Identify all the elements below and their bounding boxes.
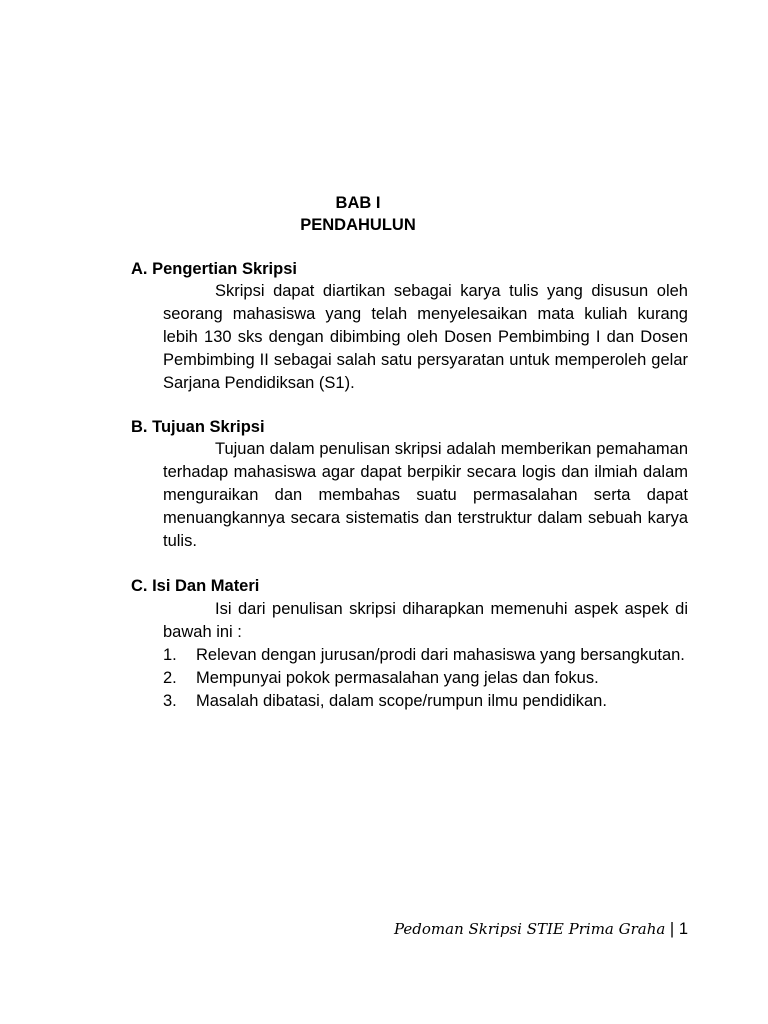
list-item [163, 690, 688, 713]
section-body-a: Skripsi dapat diartikan sebagai karya tulis yang disusun oleh seorang mahasiswa yang telah menyelesaikan mata kuliah kurang lebih 130 sks dengan dibimbing oleh Dosen Pembimbing I dan Dosen Pembimbing II sebagai salah satu persyaratan untuk memperoleh gelar Sarjana Pendidiksan (S1). [163, 282, 688, 392]
section-body-b: Tujuan dalam penulisan skripsi adalah memberikan pemahaman terhadap mahasiswa agar dapat berpikir secara logis dan ilmiah dalam menguraikan dan membahas suatu permasalahan serta dapat menuangkannya secara sistematis dan terstruktur dalam sebuah karya tulis. [163, 440, 688, 550]
chapter-label: BAB I [335, 194, 381, 212]
footer-text: Pedoman Skripsi STIE Prima Graha [394, 920, 666, 938]
chapter-title: PENDAHULUN [300, 216, 416, 234]
list-item-number: 3. [163, 692, 177, 710]
section-body-c: Isi dari penulisan skripsi diharapkan memenuhi aspek aspek di bawah ini : [163, 600, 688, 641]
list-item-text: Masalah dibatasi, dalam scope/rumpun ilmu pendidikan. [196, 692, 607, 710]
section-heading-b: B. Tujuan Skripsi [131, 418, 265, 436]
list-item [163, 667, 688, 690]
footer-separator: | [665, 920, 679, 938]
list-item-number: 1. [163, 646, 177, 664]
page-number: 1 [678, 920, 688, 938]
list-item-number: 2. [163, 669, 177, 687]
list-item [163, 644, 688, 667]
requirements-list [163, 644, 688, 713]
list-item-text: Relevan dengan jurusan/prodi dari mahasiswa yang bersangkutan. [196, 646, 685, 664]
page-footer [380, 918, 688, 940]
list-item-text: Mempunyai pokok permasalahan yang jelas dan fokus. [196, 669, 599, 687]
section-heading-c: C. Isi Dan Materi [131, 577, 260, 595]
section-heading-a: A. Pengertian Skripsi [131, 260, 297, 278]
